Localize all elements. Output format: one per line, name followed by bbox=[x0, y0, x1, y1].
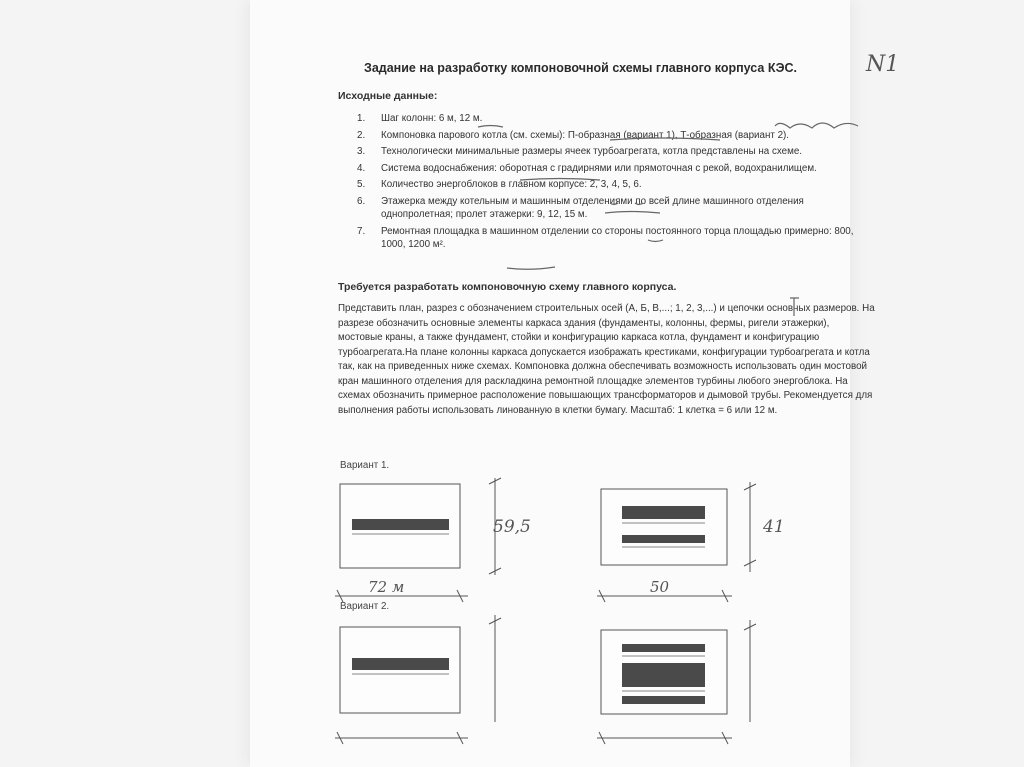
underline-scribble bbox=[648, 240, 663, 242]
list-item: 5. Количество энергоблоков в главном корпусе: 2, 3, 4, 5, 6. bbox=[357, 179, 642, 190]
turbine-block bbox=[352, 519, 449, 530]
list-item: 4. Система водоснабжения: оборотная с градирнями или прямоточная с рекой, водохранилищем. bbox=[357, 162, 817, 174]
underline-scribble bbox=[635, 203, 643, 205]
v1-left-width: 72 м bbox=[368, 578, 405, 596]
underline-scribble bbox=[775, 123, 858, 128]
boiler-block bbox=[622, 644, 705, 652]
v1-right-width: 50 bbox=[650, 578, 670, 596]
underline-scribble bbox=[610, 203, 618, 205]
turbine-block bbox=[622, 535, 705, 543]
handwritten-number: N1 bbox=[866, 52, 900, 77]
turbine-block bbox=[352, 658, 449, 670]
required-heading: Требуется разработать компоновочную схему главного корпуса. bbox=[338, 281, 677, 293]
document-title: Задание на разработку компоновочной схемы главного корпуса КЭС. bbox=[364, 61, 797, 75]
boiler-block bbox=[622, 506, 705, 519]
underline-scribble bbox=[610, 138, 720, 140]
list-item: 3. Технологически минимальные размеры ячеек турбоагрегата, котла представлены на схеме. bbox=[357, 146, 802, 157]
underline-scribble bbox=[478, 126, 503, 128]
list-item: 2. Компоновка парового котла (см. схемы): П-образная (вариант 1), Т-образная (вариант 2). bbox=[357, 129, 790, 141]
list-item: 6. Этажерка между котельным и машинным отделениями по всей длине машинного отделения однопролетная; пролет этажерки: 9, 12, 15 м. bbox=[357, 195, 804, 220]
underline-scribble bbox=[605, 212, 660, 214]
task-paragraph: Представить план, разрез с обозначением строительных осей (А, Б, В,...; 1, 2, 3,...) и цепочки основных размеров. На разрезе обозначить основные элементы каркаса здания (фундаменты, колонны, фермы, ригели этажерки), мостовые краны, а также фундамент, стойки и конфигурацию каркаса котла, фундамент и конфигурацию турбоагрегата.На плане колонны каркаса допускается изображать крестиками, конфигурации турбоагрегата и котла так, как на приведенных ниже схемах. Компоновка должна обеспечивать возможность использовать один мостовой кран машинного отделения для раскладкина ремонтной площадке элементов турбины любого энергоблока. На схемах обозначить примерное расположение повышающих трансформаторов и дымовой трубы. Рекомендуется для выполнения работы использовать линованную в клетки бумагу. Масштаб: 1 клетка = 6 или 12 м. bbox=[338, 303, 875, 416]
v1-left-height: 59,5 bbox=[493, 517, 531, 537]
v1-right-height: 41 bbox=[763, 517, 785, 537]
plan-outline bbox=[601, 489, 727, 565]
underline-scribble bbox=[520, 179, 600, 181]
list-item: 1. Шаг колонн: 6 м, 12 м. bbox=[357, 113, 483, 124]
boiler-block bbox=[622, 663, 705, 687]
variant2-label: Вариант 2. bbox=[340, 601, 390, 612]
initial-data-heading: Исходные данные: bbox=[338, 90, 438, 102]
underline-scribble bbox=[507, 267, 555, 269]
turbine-block bbox=[622, 696, 705, 704]
list-item: 7. Ремонтная площадка в машинном отделении со стороны постоянного торца площадью примерно: 800, 1000, 1200 м². bbox=[357, 225, 854, 250]
variant1-label: Вариант 1. bbox=[340, 460, 390, 471]
underline-scribble bbox=[790, 298, 799, 316]
